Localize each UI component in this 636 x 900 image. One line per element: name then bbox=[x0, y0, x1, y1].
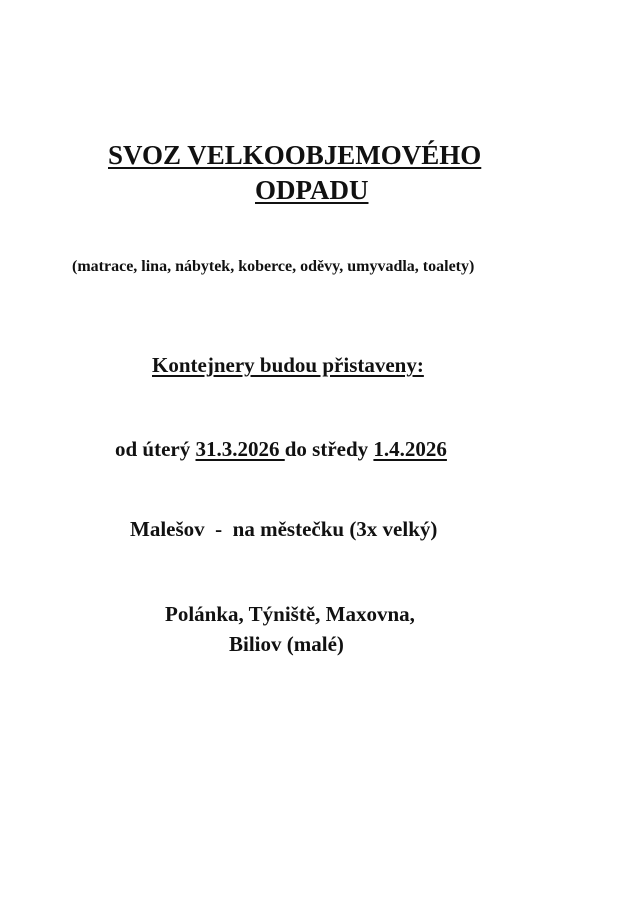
dates-line bbox=[115, 437, 447, 462]
dates-middle: do středy bbox=[284, 437, 374, 461]
locations-line-2: Biliov (malé) bbox=[229, 632, 344, 656]
malesov-place: Malešov bbox=[130, 517, 205, 541]
containers-heading: Kontejnery budou přistaveny: bbox=[152, 353, 424, 377]
waste-items-note: (matrace, lina, nábytek, koberce, oděvy, umyvadla, toalety) bbox=[72, 258, 475, 275]
malesov-line bbox=[130, 517, 437, 542]
page-title-line-1: SVOZ VELKOOBJEMOVÉHO bbox=[108, 140, 482, 170]
dates-prefix: od úterý bbox=[115, 437, 196, 461]
page-title-line-2: ODPADU bbox=[255, 175, 369, 205]
malesov-separator: - bbox=[204, 517, 233, 541]
end-date: 1.4.2026 bbox=[373, 437, 447, 461]
start-date: 31.3.2026 bbox=[195, 437, 285, 461]
locations-line-1: Polánka, Týniště, Maxovna, bbox=[165, 602, 415, 626]
malesov-detail: na městečku (3x velký) bbox=[232, 517, 438, 541]
